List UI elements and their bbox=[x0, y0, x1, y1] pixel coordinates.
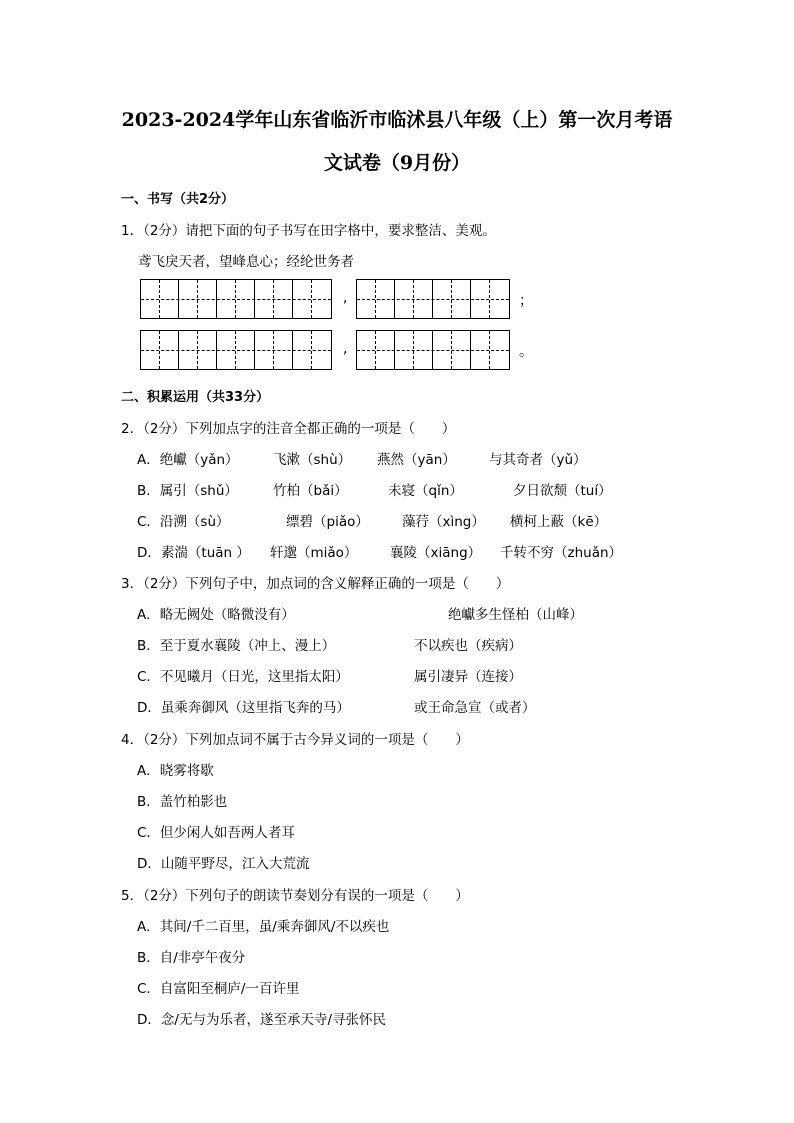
q4-option-b: B．盖竹柏影也 bbox=[137, 794, 228, 810]
q2-c-item-2: 缥碧（piǎo） bbox=[286, 514, 369, 530]
section-heading-writing: 一、书写（共2分） bbox=[121, 192, 235, 207]
q3-c-left: C．不见曦月（日光，这里指太阳） bbox=[137, 669, 349, 685]
grid-punct-period: 。 bbox=[519, 344, 533, 360]
q4-option-c: C．但少闲人如吾两人者耳 bbox=[137, 825, 295, 841]
exam-title-line1: 2023-2024学年山东省临沂市临沭县八年级（上）第一次月考语 bbox=[121, 109, 673, 131]
q5-option-c: C．自富阳至桐庐/一百许里 bbox=[137, 981, 300, 997]
exam-title-line2: 文试卷（9月份） bbox=[323, 152, 471, 174]
writing-grid-4[interactable] bbox=[356, 330, 510, 370]
question-3-stem: 3．（2分）下列句子中，加点词的含义解释正确的一项是（ ） bbox=[121, 576, 510, 592]
writing-grid-2[interactable] bbox=[356, 279, 510, 319]
q4-option-d: D．山随平野尽，江入大荒流 bbox=[137, 856, 310, 872]
q2-a-item-1: A．绝巘（yǎn） bbox=[137, 452, 239, 468]
q2-a-item-2: 飞漱（shù） bbox=[273, 452, 352, 468]
question-5-stem: 5．（2分）下列句子的朗读节奏划分有误的一项是（ ） bbox=[121, 888, 469, 904]
question-4-stem: 4．（2分）下列加点词不属于古今异义词的一项是（ ） bbox=[121, 732, 469, 748]
q3-a-left: A．略无阙处（略微没有） bbox=[137, 607, 295, 623]
question-1-sentence: 鸢飞戾天者，望峰息心；经纶世务者 bbox=[138, 254, 354, 270]
q5-option-a: A．其间/千二百里，虽/乘奔御风/不以疾也 bbox=[137, 919, 390, 935]
q3-d-left: D．虽乘奔御风（这里指飞奔的马） bbox=[137, 700, 350, 716]
q2-c-item-4: 横柯上蔽（kē） bbox=[510, 514, 608, 530]
q3-b-left: B．至于夏水襄陵（冲上、漫上） bbox=[137, 638, 336, 654]
q2-d-item-2: 轩邈（miǎo） bbox=[270, 545, 358, 561]
writing-grid-3[interactable] bbox=[140, 330, 332, 370]
q2-a-item-4: 与其奇者（yǔ） bbox=[489, 452, 587, 468]
q3-a-right: 绝巘多生怪柏（山峰） bbox=[448, 607, 583, 623]
grid-punct-comma-2: , bbox=[343, 341, 348, 357]
q2-d-item-1: D．素湍（tuān ） bbox=[137, 545, 250, 561]
grid-punct-semicolon: ； bbox=[519, 293, 533, 309]
q2-b-item-1: B．属引（shǔ） bbox=[137, 483, 238, 499]
q2-b-item-3: 未寝（qǐn） bbox=[388, 483, 463, 499]
q4-option-a: A．晓雾将歇 bbox=[137, 763, 214, 779]
q3-b-right: 不以疾也（疾病） bbox=[414, 638, 522, 654]
question-1-stem: 1．（2分）请把下面的句子书写在田字格中，要求整洁、美观。 bbox=[121, 223, 496, 239]
q2-a-item-3: 燕然（yān） bbox=[377, 452, 456, 468]
q2-b-item-2: 竹柏（bǎi） bbox=[273, 483, 348, 499]
grid-punct-comma-1: , bbox=[343, 290, 348, 306]
writing-grid-1[interactable] bbox=[140, 279, 332, 319]
q2-c-item-3: 藻荇（xìng） bbox=[402, 514, 485, 530]
q2-b-item-4: 夕日欲颓（tuí） bbox=[513, 483, 612, 499]
q5-option-d: D．念/无与为乐者，遂至承天寺/寻张怀民 bbox=[137, 1012, 386, 1028]
q5-option-b: B．自/非亭午夜分 bbox=[137, 950, 246, 966]
q2-d-item-3: 襄陵（xiāng） bbox=[390, 545, 482, 561]
q2-c-item-1: C．沿溯（sù） bbox=[137, 514, 230, 530]
question-2-stem: 2．（2分）下列加点字的注音全都正确的一项是（ ） bbox=[121, 421, 456, 437]
q3-d-right: 或王命急宣（或者） bbox=[414, 700, 536, 716]
q2-d-item-4: 千转不穷（zhuǎn） bbox=[500, 545, 623, 561]
section-heading-accumulation: 二、积累运用（共33分） bbox=[121, 390, 270, 405]
q3-c-right: 属引凄异（连接） bbox=[414, 669, 522, 685]
